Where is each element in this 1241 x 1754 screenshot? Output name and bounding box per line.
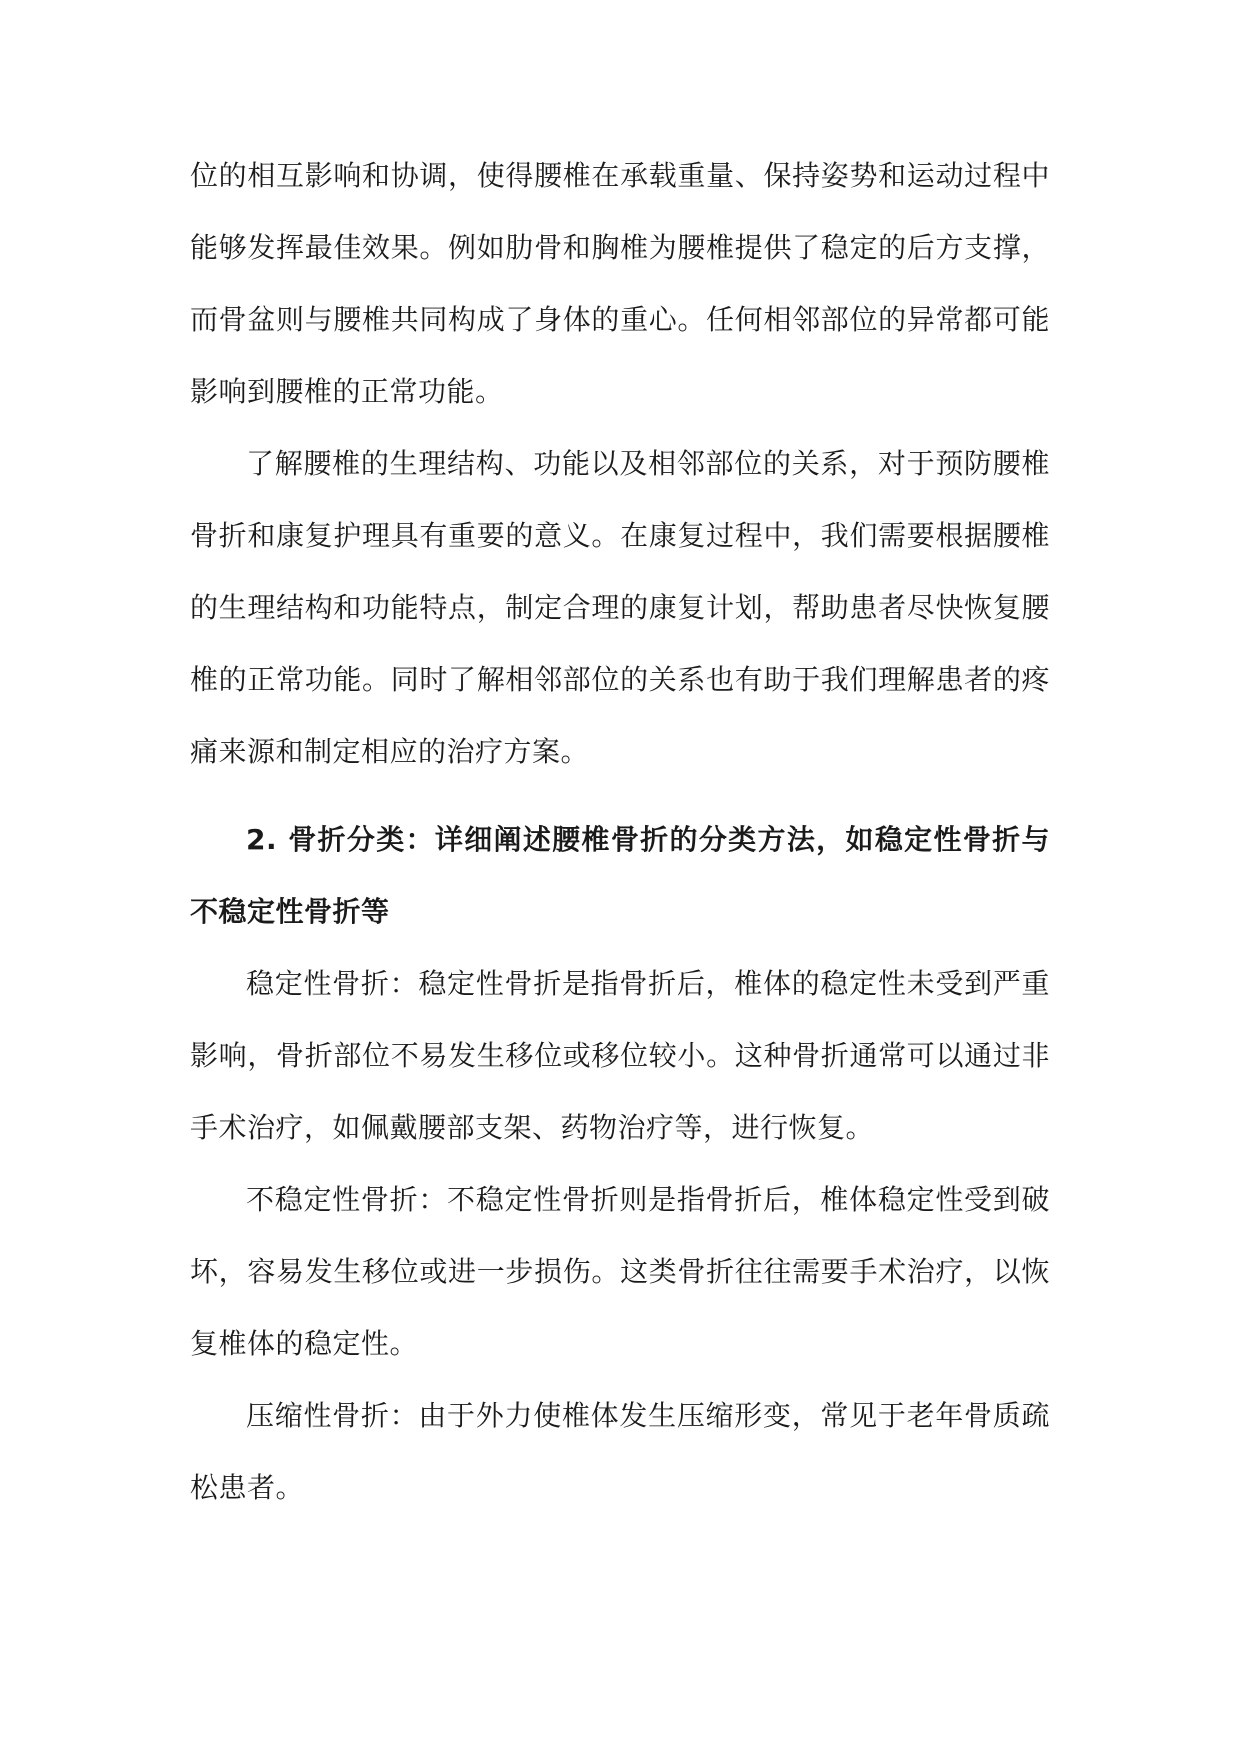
paragraph-unstable-fracture: 不稳定性骨折：不稳定性骨折则是指骨折后，椎体稳定性受到破坏，容易发生移位或进一步损伤。这类骨折往往需要手术治疗，以恢复椎体的稳定性。 [190, 1183, 1050, 1360]
paragraph-stable-fracture: 稳定性骨折：稳定性骨折是指骨折后，椎体的稳定性未受到严重影响，骨折部位不易发生移位或移位较小。这种骨折通常可以通过非手术治疗，如佩戴腰部支架、药物治疗等，进行恢复。 [190, 967, 1050, 1144]
document-body [190, 140, 1050, 1524]
section-heading-fracture-classification: 2. 骨折分类：详细阐述腰椎骨折的分类方法，如稳定性骨折与不稳定性骨折等 [190, 823, 1050, 928]
paragraph-understanding-structure: 了解腰椎的生理结构、功能以及相邻部位的关系，对于预防腰椎骨折和康复护理具有重要的意义。在康复过程中，我们需要根据腰椎的生理结构和功能特点，制定合理的康复计划，帮助患者尽快恢复腰椎的正常功能。同时了解相邻部位的关系也有助于我们理解患者的疼痛来源和制定相应的治疗方案。 [190, 447, 1050, 768]
paragraph-compression-fracture: 压缩性骨折：由于外力使椎体发生压缩形变，常见于老年骨质疏松患者。 [190, 1399, 1050, 1504]
paragraph-adjacent-parts: 位的相互影响和协调，使得腰椎在承载重量、保持姿势和运动过程中能够发挥最佳效果。例如肋骨和胸椎为腰椎提供了稳定的后方支撑，而骨盆则与腰椎共同构成了身体的重心。任何相邻部位的异常都可能影响到腰椎的正常功能。 [190, 159, 1050, 408]
